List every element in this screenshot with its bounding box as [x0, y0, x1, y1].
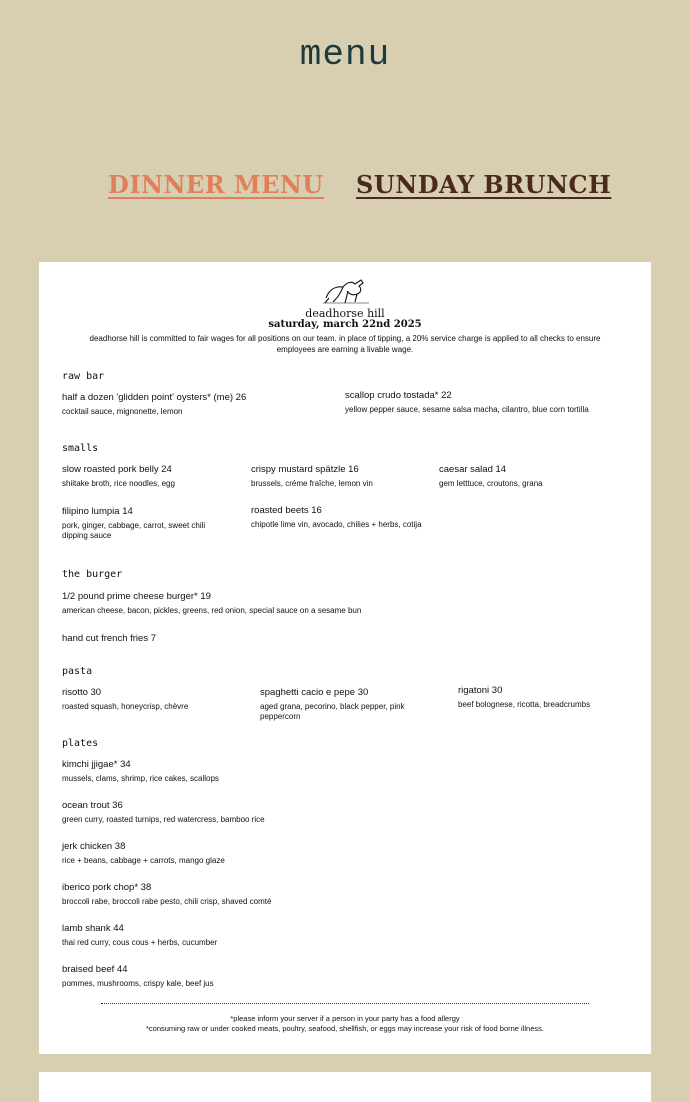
item-description: mussels, clams, shrimp, rice cakes, scallops: [62, 774, 219, 783]
menu-item: [439, 464, 629, 489]
menu-date: saturday, march 22nd 2025: [268, 319, 422, 330]
item-description: cocktail sauce, mignonette, lemon: [62, 407, 183, 416]
raw-food-footnote: *consuming raw or under cooked meats, poultry, seafood, shellfish, or eggs may increase your risk of food borne illness.: [146, 1024, 544, 1033]
item-name: spaghetti cacio e pepe 30: [260, 687, 369, 698]
page-title: menu: [299, 34, 391, 75]
restaurant-name: deadhorse hill: [305, 307, 385, 320]
item-name: ocean trout 36: [62, 800, 123, 811]
menu-item: [62, 759, 562, 784]
item-name: filipino lumpia 14: [62, 506, 133, 517]
menu-item: [62, 923, 562, 948]
item-description: shiitake broth, rice noodles, egg: [62, 479, 175, 488]
tab-dinner-menu[interactable]: DINNER MENU: [108, 170, 324, 199]
item-name: braised beef 44: [62, 964, 128, 975]
dinner-menu-image: [39, 262, 651, 1054]
item-description: rice + beans, cabbage + carrots, mango glaze: [62, 856, 225, 865]
divider: [101, 1003, 589, 1004]
item-name: risotto 30: [62, 687, 102, 698]
item-name: hand cut french fries 7: [62, 633, 156, 644]
item-description: pork, ginger, cabbage, carrot, sweet chili dipping sauce: [62, 521, 206, 540]
menu-item: [62, 800, 562, 825]
menu-item: [458, 685, 598, 710]
item-name: 1/2 pound prime cheese burger* 19: [62, 591, 211, 602]
section-heading-the-burger: the burger: [62, 569, 123, 580]
item-name: iberico pork chop* 38: [62, 882, 152, 893]
menu-item: [251, 505, 431, 530]
menu-item: [62, 882, 562, 907]
item-description: gem letttuce, croutons, grana: [439, 479, 543, 488]
item-description: aged grana, pecorino, black pepper, pink peppercorn: [260, 702, 405, 721]
horse-logo-icon: [321, 276, 371, 306]
menu-item: [62, 633, 362, 645]
item-name: lamb shank 44: [62, 923, 124, 934]
menu-tabs: [0, 170, 690, 210]
section-heading-smalls: smalls: [62, 443, 99, 454]
item-name: crispy mustard spätzle 16: [251, 464, 359, 475]
allergy-footnote: *please inform your server if a person in your party has a food allergy: [230, 1014, 460, 1023]
item-description: broccoli rabe, broccoli rabe pesto, chili crisp, shaved comté: [62, 897, 272, 906]
item-description: beef bolognese, ricotta, breadcrumbs: [458, 700, 591, 709]
section-heading-plates: plates: [62, 738, 99, 749]
menu-item: [345, 390, 615, 415]
menu-item: [62, 841, 562, 866]
brunch-menu-image: [39, 1072, 651, 1102]
wage-note: deadhorse hill is committed to fair wages for all positions on our team. in place of tipping, a 20% service charge is applied to all checks to ensure employees are earning a livable wage.: [89, 334, 601, 354]
section-heading-raw-bar: raw bar: [62, 371, 105, 382]
item-name: rigatoni 30: [458, 685, 503, 696]
menu-item: [260, 687, 445, 722]
item-name: roasted beets 16: [251, 505, 322, 516]
item-name: kimchi jjigae* 34: [62, 759, 131, 770]
menu-item: [251, 464, 431, 489]
item-name: slow roasted pork belly 24: [62, 464, 172, 475]
item-description: pommes, mushrooms, crispy kale, beef jus: [62, 979, 214, 988]
item-description: thai red curry, cous cous + herbs, cucumber: [62, 938, 218, 947]
menu-item: [62, 964, 562, 989]
menu-item: [62, 392, 322, 417]
section-heading-pasta: pasta: [62, 666, 93, 677]
item-description: roasted squash, honeycrisp, chèvre: [62, 702, 189, 711]
menu-item: [62, 591, 622, 616]
item-description: american cheese, bacon, pickles, greens, red onion, special sauce on a sesame bun: [62, 606, 362, 615]
menu-item: [62, 464, 242, 489]
item-name: jerk chicken 38: [62, 841, 126, 852]
item-name: caesar salad 14: [439, 464, 507, 475]
item-description: yellow pepper sauce, sesame salsa macha, cilantro, blue corn tortilla: [345, 405, 589, 414]
item-name: scallop crudo tostada* 22: [345, 390, 452, 401]
item-description: chipotle lime vin, avocado, chilies + herbs, cotija: [251, 520, 422, 529]
menu-item: [62, 687, 262, 712]
item-description: brussels, créme fraîche, lemon vin: [251, 479, 373, 488]
item-name: half a dozen 'glidden point' oysters* (me) 26: [62, 392, 247, 403]
item-description: green curry, roasted turnips, red watercress, bamboo rice: [62, 815, 265, 824]
tab-sunday-brunch[interactable]: SUNDAY BRUNCH: [356, 170, 612, 199]
menu-item: [62, 506, 222, 541]
